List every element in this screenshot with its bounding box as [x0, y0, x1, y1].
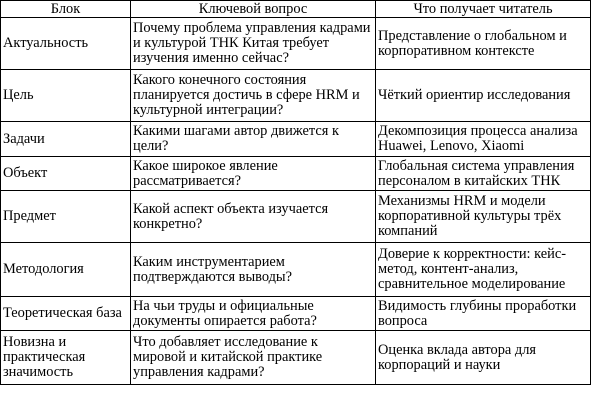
- cell-block: Методология: [1, 243, 131, 297]
- cell-reader: Оценка вклада автора для корпораций и науки: [376, 331, 591, 385]
- cell-question: Что добавляет исследование к мировой и китайской практике управления кадрами?: [131, 331, 376, 385]
- cell-reader: Чёткий ориентир исследования: [376, 70, 591, 122]
- header-key-question: Ключевой вопрос: [131, 1, 376, 18]
- cell-reader: Доверие к корректности: кейс-метод, контент-анализ, сравнительное моделирование: [376, 243, 591, 297]
- cell-question: Какого конечного состояния планируется достичь в сфере HRM и культурной интеграции?: [131, 70, 376, 122]
- cell-block: Теоретическая база: [1, 297, 131, 331]
- table-row: [1, 18, 591, 70]
- cell-question: Какой аспект объекта изучается конкретно?: [131, 191, 376, 243]
- table-header-row: [1, 1, 591, 18]
- cell-reader: Декомпозиция процесса анализа Huawei, Lenovo, Xiaomi: [376, 122, 591, 157]
- cell-reader: Представление о глобальном и корпоративном контексте: [376, 18, 591, 70]
- cell-question: Почему проблема управления кадрами и культурой ТНК Китая требует изучения именно сейчас?: [131, 18, 376, 70]
- cell-question: Какими шагами автор движется к цели?: [131, 122, 376, 157]
- header-block: Блок: [1, 1, 131, 18]
- cell-question: Какое широкое явление рассматривается?: [131, 157, 376, 191]
- table-row: [1, 191, 591, 243]
- cell-block: Задачи: [1, 122, 131, 157]
- table-row: [1, 122, 591, 157]
- table-row: [1, 70, 591, 122]
- header-reader-gets: Что получает читатель: [376, 1, 591, 18]
- cell-reader: Глобальная система управления персоналом в китайских ТНК: [376, 157, 591, 191]
- cell-reader: Видимость глубины проработки вопроса: [376, 297, 591, 331]
- cell-block: Объект: [1, 157, 131, 191]
- cell-question: Каким инструментарием подтверждаются выводы?: [131, 243, 376, 297]
- table-row: [1, 297, 591, 331]
- table-row: [1, 243, 591, 297]
- cell-block: Актуальность: [1, 18, 131, 70]
- table-row: [1, 331, 591, 385]
- cell-reader: Механизмы HRM и модели корпоративной культуры трёх компаний: [376, 191, 591, 243]
- cell-block: Новизна и практическая значимость: [1, 331, 131, 385]
- cell-block: Предмет: [1, 191, 131, 243]
- cell-block: Цель: [1, 70, 131, 122]
- cell-question: На чьи труды и официальные документы опирается работа?: [131, 297, 376, 331]
- table-row: [1, 157, 591, 191]
